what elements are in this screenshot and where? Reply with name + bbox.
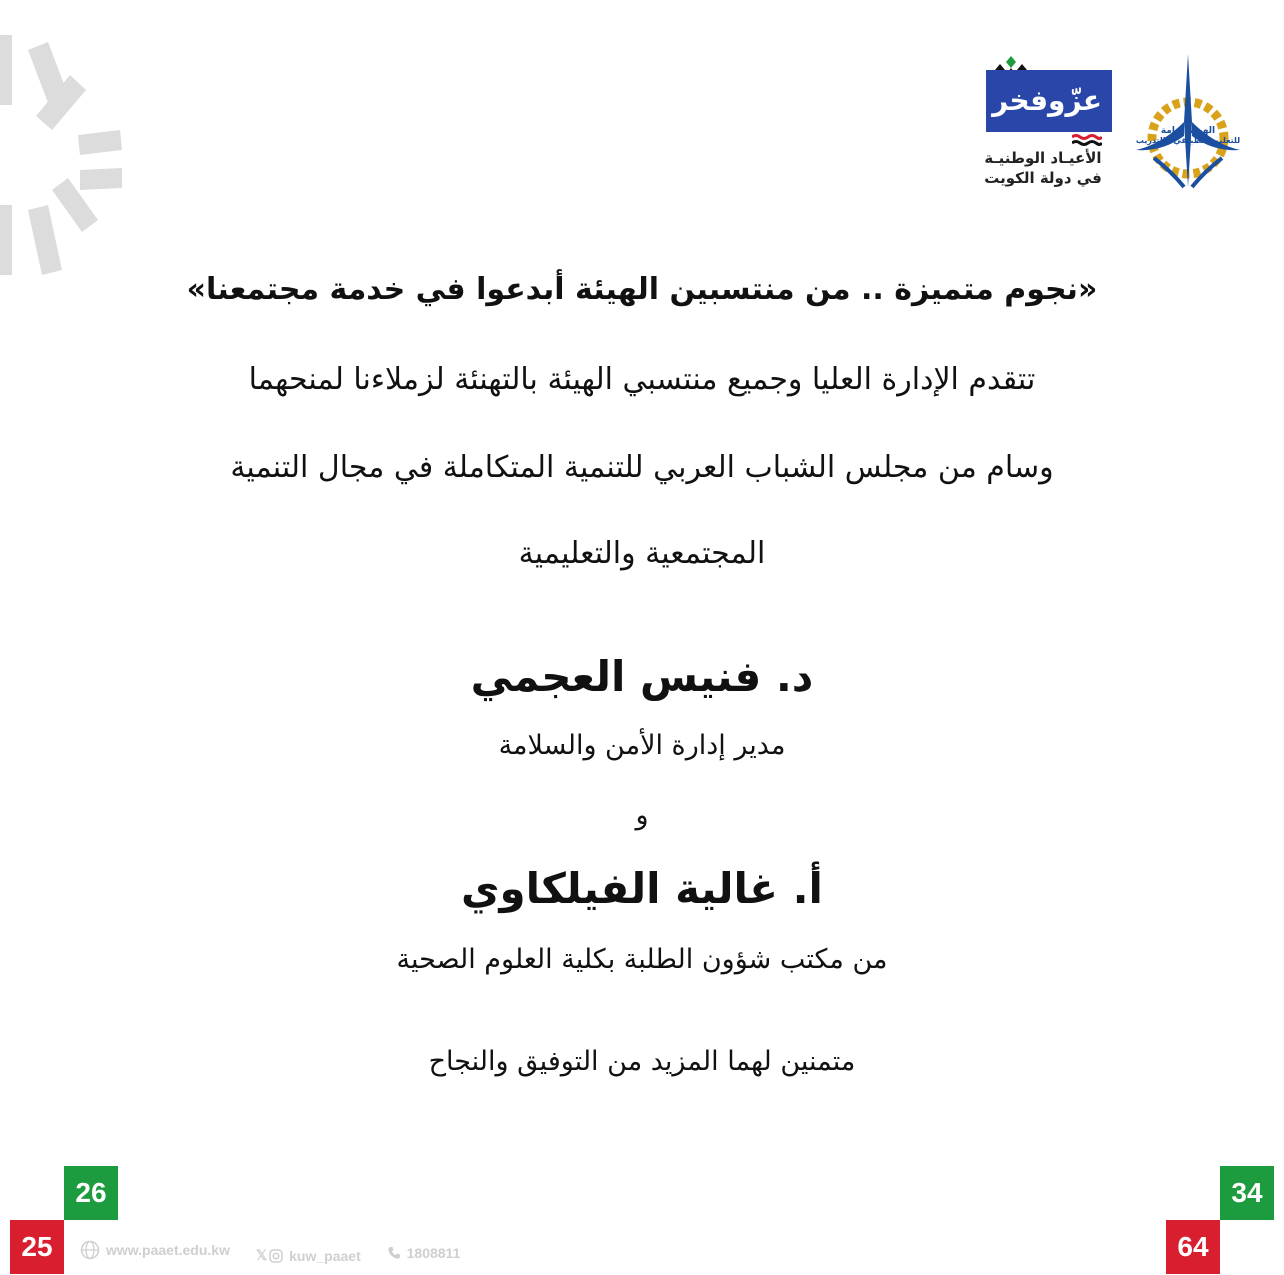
burst-ray	[78, 130, 122, 155]
corner-number-square: 34	[1220, 1166, 1274, 1220]
phone-number: 1808811	[406, 1245, 461, 1261]
paaet-logo	[1132, 52, 1244, 192]
festival-subtitle-line: الأعيـاد الوطنيـة	[984, 149, 1102, 167]
burst-ray	[28, 205, 62, 275]
announcement-body-line: المجتمعية والتعليمية	[518, 536, 766, 571]
paaet-logo-line: للتعليم التطبيقي والتدريب	[1135, 136, 1241, 145]
website-text: www.paaet.edu.kw	[106, 1242, 230, 1258]
honoree-name: أ. غالية الفيلكاوي	[461, 864, 823, 913]
paaet-logo-line: الهيئة العامة	[1160, 126, 1216, 136]
honoree-title: مدير إدارة الأمن والسلامة	[498, 730, 786, 761]
corner-number-square: 64	[1166, 1220, 1220, 1274]
announcement-body-line: وسام من مجلس الشباب العربي للتنمية المتكاملة في مجال التنمية	[230, 450, 1054, 485]
wave-flag-icon	[1072, 134, 1102, 146]
festival-subtitle	[984, 148, 1102, 188]
announcement-headline: «نجوم متميزة .. من منتسبين الهيئة أبدعوا في خدمة مجتمعنا»	[186, 272, 1098, 307]
honoree-name: د. فنيس العجمي	[470, 652, 814, 701]
footer-contact	[80, 1240, 482, 1262]
burst-ray	[80, 168, 122, 190]
paaet-emblem-icon	[1132, 52, 1244, 192]
national-holidays-logo	[984, 58, 1114, 193]
corner-number-square: 26	[64, 1166, 118, 1220]
paaet-logo-text	[1132, 126, 1244, 146]
social-handle: kuw_paaet	[289, 1247, 361, 1264]
festival-wordmark: عزّوفخر	[992, 84, 1102, 117]
festival-subtitle-line: في دولة الكويت	[984, 169, 1102, 187]
instagram-icon	[269, 1249, 283, 1263]
closing-wishes: متمنين لهما المزيد من التوفيق والنجاح	[428, 1046, 856, 1077]
footer-phone[interactable]	[387, 1245, 461, 1261]
phone-icon	[387, 1246, 401, 1260]
burst-ray	[0, 205, 12, 275]
burst-ray	[0, 35, 12, 105]
conjunction-and: و	[635, 800, 649, 831]
footer-social[interactable]	[256, 1247, 361, 1264]
footer-website[interactable]	[80, 1240, 230, 1260]
decorative-sunburst	[0, 30, 140, 280]
globe-icon	[80, 1240, 100, 1260]
festival-banner	[986, 70, 1112, 132]
announcement-body-line: تتقدم الإدارة العليا وجميع منتسبي الهيئة بالتهنئة لزملاءنا لمنحهما	[248, 362, 1036, 397]
honoree-title: من مكتب شؤون الطلبة بكلية العلوم الصحية	[396, 944, 888, 975]
corner-number-square: 25	[10, 1220, 64, 1274]
x-icon: 𝕏	[255, 1247, 268, 1263]
